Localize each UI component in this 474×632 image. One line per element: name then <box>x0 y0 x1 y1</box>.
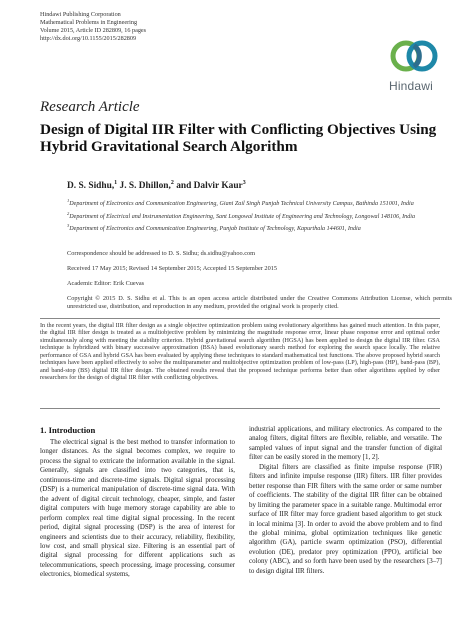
affiliation: $^3$Department of Electronics and Communication Engineering, Punjab Institute of Technology, Kapurthala 144601, India <box>67 223 361 233</box>
academic-editor: Academic Editor: Erik Cuevas <box>67 280 145 287</box>
affiliation: $^1$Department of Electronics and Communication Engineering, Giani Zail Singh Punjab Technical University Campus, Bathinda 151001, India <box>67 198 414 208</box>
author-list <box>67 180 246 191</box>
affiliation: $^2$Department of Electrical and Instrumentation Engineering, Sant Longowal Institute of Engineering and Technology, Longowal 148106, India <box>67 210 415 220</box>
body-paragraph: The electrical signal is the best method to transfer information to longer distances. As the signal becomes complex, we require to process the signal to extricate the information available in the signal. Generally, signals are classified into two categories, that is, continuous-time and discrete-time signals. Digital signal processing (DSP) is a numerical manipulation of discrete-time signal data. With the advent of digital circuit technology, cheaper, simple, and faster digital computers with huge memory storage capability are able to perform complex real time digital signal processing. In the recent period, digital signal processing (DSP) is the area of interest for engineers and scientists due to their accuracy, reliability, flexibility, low cost, and small physical size. Filtering is an essential part of digital signal processing for different applications such as telecommunications, speech processing, image processing, consumer electronics, biomedical systems, <box>40 438 235 579</box>
publisher-info <box>40 11 290 43</box>
journal-line: Mathematical Problems in Engineering <box>40 18 138 26</box>
author-name[interactable]: D. S. Sidhu, <box>67 181 115 192</box>
author-name[interactable]: and Dalvir Kaur <box>173 181 243 192</box>
body-paragraph: industrial applications, and military electronics. As compared to the analog filters, digital filters are flexible, reliable, and versatile. The sampled values of input signal and the transfer function of digital filter can be easily stored in the memory [1, 2]. <box>249 425 442 462</box>
body-column-right <box>249 425 442 576</box>
hindawi-logo-text: Hindawi <box>388 79 434 93</box>
article-title: Design of Digital IIR Filter with Conflicting Objectives Using Hybrid Gravitational Search Algorithm <box>40 121 437 155</box>
volume-line: Volume 2015, Article ID 282809, 16 pages <box>40 26 147 34</box>
author-name[interactable]: J. S. Dhillon, <box>117 181 171 192</box>
affiliations <box>67 197 447 235</box>
author-affil-ref: 2 <box>170 180 174 186</box>
correspondence-note: Correspondence should be addressed to D. S. Sidhu; ds.sidhu@yahoo.com <box>67 250 256 257</box>
author-affil-ref: 3 <box>242 180 246 186</box>
abstract-divider-bottom <box>40 408 440 409</box>
publisher-line: Hindawi Publishing Corporation <box>40 11 121 18</box>
copyright-notice: Copyright © 2015 D. S. Sidhu et al. This is an open access article distributed under the Creative Commons Attribution License, which permits unrestricted use, distribution, and reproduction in any medium, provided the original work is properly cited. <box>67 295 452 310</box>
hindawi-logo-icon <box>388 32 440 78</box>
body-paragraph: Digital filters are classified as finite impulse response (FIR) filters and infinite impulse response (IIR) filters. IIR filter provides better response than FIR filters with the same order or same number of coefficients. The stability of the digital IIR filter can be obtained by limiting the parameter space in a suitable range. Multimodal error surface of IIR filter may force gradient based algorithm to get stuck in local minima [3]. In order to avoid the above problem and to find the global minima, global optimization techniques like genetic algorithm (GA), particle swarm optimization (PSO), differential evolution (DE), predator prey optimization (PPO), artificial bee colony (ABC), and so forth have been used by the researchers [3–7] to design digital IIR filters. <box>249 462 442 575</box>
author-affil-ref: 1 <box>114 180 118 186</box>
doi-link[interactable]: http://dx.doi.org/10.1155/2015/282809 <box>40 34 137 42</box>
abstract-divider-top <box>40 318 440 319</box>
article-type-label: Research Article <box>40 99 140 115</box>
article-dates: Received 17 May 2015; Revised 14 September 2015; Accepted 15 September 2015 <box>67 265 278 272</box>
section-heading: 1. Introduction <box>40 425 96 435</box>
body-column-left <box>40 438 235 580</box>
abstract-text: In the recent years, the digital IIR filter design as a single objective optimization problem using evolutionary algorithms has gained much attention. In this paper, the digital IIR filter design is treated as a multiobjective problem by minimizing the magnitude response error, linear phase response error and optimal order simultaneously along with meeting the stability criterion. Hybrid gravitational search algorithm (HGSA) has been applied to design the digital IIR filter. GSA technique is hybridized with binary successive approximation (BSA) based evolutionary search method for exploring the search space locally. The relative performance of GSA and hybrid GSA has been evaluated by applying these techniques to standard mathematical test functions. The above proposed hybrid search techniques have been applied effectively to solve the multiparameter and multiobjective optimization problem of low-pass (LP), high-pass (HP), band-pass (BP), and band-stop (BS) digital IIR filter design. The obtained results reveal that the proposed technique performs better than other algorithms applied by other researchers for the design of digital IIR filter with conflicting objectives. <box>40 323 440 382</box>
